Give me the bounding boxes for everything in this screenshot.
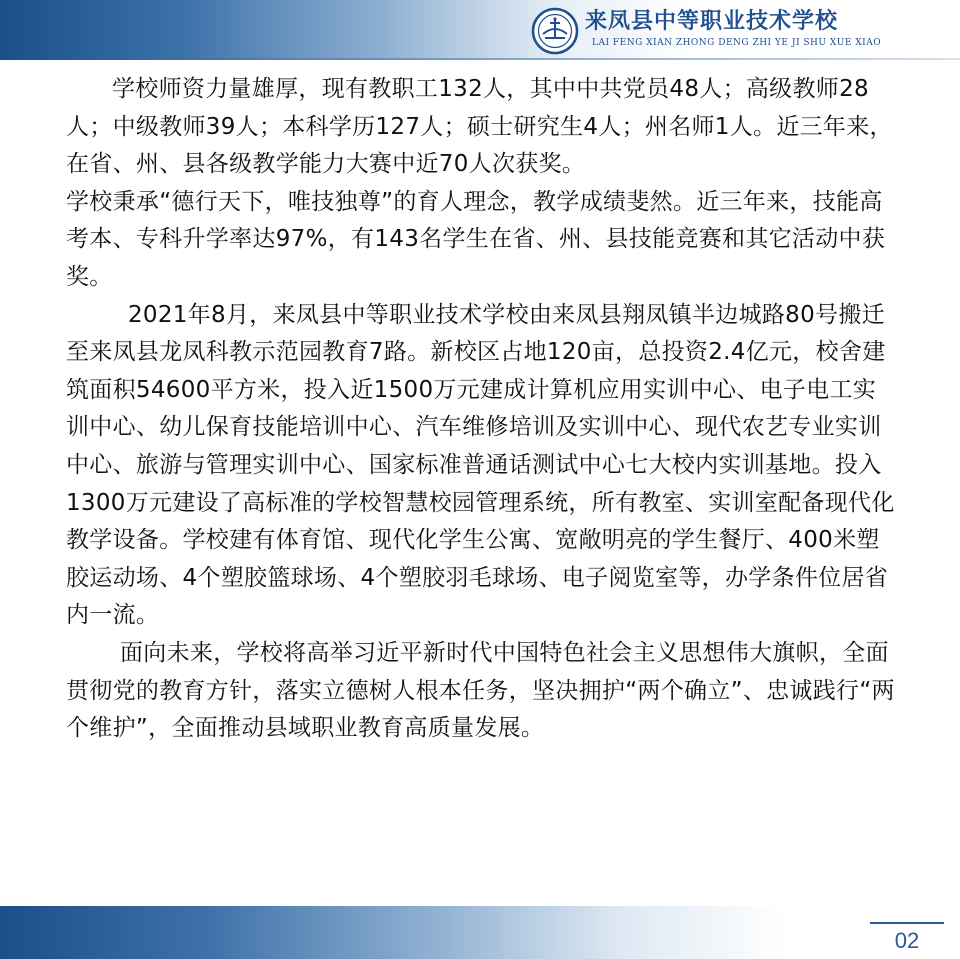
paragraph-future: 面向未来，学校将高举习近平新时代中国特色社会主义思想伟大旗帜，全面贯彻党的教育方针，落实立德树人根本任务，坚决拥护“两个确立”、忠诚践行“两个维护”，全面推动县域职业教育高质量发展。 (66, 639, 895, 742)
paragraph-philosophy: 学校秉承“德行天下，唯技独尊”的育人理念，教学成绩斐然。近三年来，技能高考本、专科升学率达97%，有143名学生在省、州、县技能竞赛和其它活动中获奖。 (66, 188, 886, 290)
paragraph-campus: 2021年8月，来凤县中等职业技术学校由来凤县翔凤镇半边城路80号搬迁至来凤县龙凤科教示范园教育7路。新校区占地120亩，总投资2.4亿元，校舍建筑面积54600平方米，投入近1500万元建成计算机应用实训中心、电子电工实训中心、幼儿保育技能培训中心、汽车维修培训及实训中心、现代农艺专业实训中心、旅游与管理实训中心、国家标准普通话测试中心七大校内实训基地。投入1300万元建设了高标准的学校智慧校园管理系统，所有教室、实训室配备现代化教学设备。学校建有体育馆、现代化学生公寓、宽敞明亮的学生餐厅、400米塑胶运动场、4个塑胶篮球场、4个塑胶羽毛球场、电子阅览室等，办学条件位居省内一流。 (66, 301, 895, 629)
page-number: 02 (894, 928, 920, 953)
article-body (66, 71, 896, 748)
header-divider (0, 58, 960, 60)
page-number-box (870, 922, 944, 958)
footer-band (0, 906, 960, 959)
school-emblem-icon (531, 7, 579, 55)
school-name-pinyin: LAI FENG XIAN ZHONG DENG ZHI YE JI SHU XUE XIAO (592, 38, 882, 48)
paragraph-faculty: 学校师资力量雄厚，现有教职工132人，其中中共党员48人；高级教师28人；中级教师39人；本科学历127人；硕士研究生4人；州名师1人。近三年来，在省、州、县各级教学能力大赛中近70人次获奖。 (66, 76, 893, 178)
school-name: 来凤县中等职业技术学校 (585, 8, 839, 34)
